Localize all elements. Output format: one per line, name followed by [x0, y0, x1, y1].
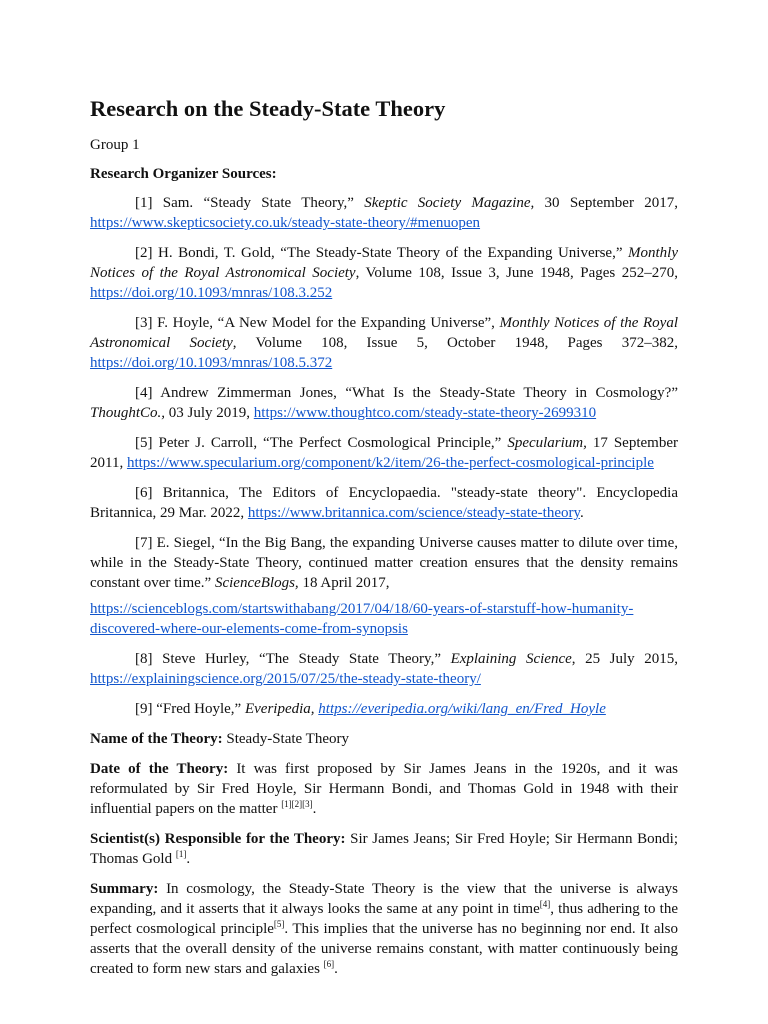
- ref-number: [8]: [135, 651, 153, 667]
- theory-scientists: [90, 829, 678, 869]
- ref-details: 30 September 2017,: [534, 195, 678, 211]
- ref-text: Andrew Zimmerman Jones, “What Is the Steady-State Theory in Cosmology?”: [152, 385, 678, 401]
- reference-1: [90, 193, 678, 233]
- theory-scientists-label: Scientist(s) Responsible for the Theory:: [90, 831, 346, 847]
- theory-date-label: Date of the Theory:: [90, 761, 229, 777]
- ref-details: 17 September 2011,: [90, 435, 678, 471]
- period: .: [186, 851, 191, 867]
- ref-journal: ThoughtCo.,: [90, 405, 166, 421]
- ref-text: Britannica, The Editors of Encyclopaedia. "steady-state theory". Encyclopedia Britannica, 29 Mar. 2022,: [90, 485, 678, 521]
- ref-text: H. Bondi, T. Gold, “The Steady-State Theory of the Expanding Universe,”: [152, 245, 628, 261]
- period: .: [312, 801, 317, 817]
- reference-8: [90, 649, 678, 689]
- ref-text: Peter J. Carroll, “The Perfect Cosmological Principle,”: [152, 435, 508, 451]
- summary-text: . This implies that the universe has no beginning nor end. It also asserts that the overall density of the universe remains constant, with matter continuously being created to form new stars and galaxies: [90, 921, 678, 977]
- theory-summary-label: Summary:: [90, 881, 159, 897]
- ref-number: [4]: [135, 385, 153, 401]
- period: .: [334, 961, 338, 977]
- reference-9: [90, 699, 678, 719]
- ref-journal: Everipedia,: [244, 701, 315, 717]
- ref-link[interactable]: https://explainingscience.org/2015/07/25/the-steady-state-theory/: [90, 671, 481, 687]
- theory-scientists-value: Sir James Jeans; Sir Fred Hoyle; Sir Hermann Bondi; Thomas Gold: [90, 831, 678, 867]
- ref-text: Sam. “Steady State Theory,”: [152, 195, 365, 211]
- ref-link[interactable]: https://www.specularium.org/component/k2/item/26-the-perfect-cosmological-principle: [126, 455, 654, 471]
- ref-journal: Explaining Science: [450, 651, 572, 667]
- citation-superscript: [1]: [175, 849, 187, 859]
- ref-link[interactable]: https://www.thoughtco.com/steady-state-theory-2699310: [253, 405, 597, 421]
- ref-number: [7]: [135, 535, 153, 551]
- theory-date: [90, 759, 678, 819]
- ref-journal: ScienceBlogs,: [214, 575, 299, 591]
- ref-journal: Monthly Notices of the Royal Astronomical Society: [90, 245, 678, 281]
- reference-6: [90, 483, 678, 523]
- reference-4: [90, 383, 678, 423]
- ref-details: 03 July 2019,: [165, 405, 254, 421]
- ref-number: [6]: [135, 485, 153, 501]
- ref-link[interactable]: https://www.skepticsociety.co.uk/steady-state-theory/#menuopen: [90, 215, 481, 231]
- ref-text: Steve Hurley, “The Steady State Theory,”: [152, 651, 451, 667]
- ref-journal: Monthly Notices of the Royal Astronomical Society: [90, 315, 678, 351]
- citation-superscript: [4]: [539, 899, 551, 909]
- ref-text: “Fred Hoyle,”: [152, 701, 245, 717]
- ref-journal: Skeptic Society Magazine,: [364, 195, 535, 211]
- theory-name-label: Name of the Theory:: [90, 731, 223, 747]
- citation-superscript: [6]: [323, 959, 335, 969]
- citation-superscript: [5]: [273, 919, 285, 929]
- ref-link[interactable]: https://www.britannica.com/science/steady-state-theory: [247, 505, 580, 521]
- ref-journal: Specularium,: [507, 435, 587, 451]
- ref-link[interactable]: https://doi.org/10.1093/mnras/108.5.372: [90, 355, 333, 371]
- theory-date-value: It was first proposed by Sir James Jeans in the 1920s, and it was reformulated by Sir Fred Hoyle, Sir Hermann Bondi, and Thomas Gold in 1948 with their influential papers on the matter: [90, 761, 678, 817]
- reference-7-link-line: [90, 599, 678, 639]
- ref-details: , 25 July 2015,: [571, 651, 678, 667]
- ref-details: 18 April 2017,: [298, 575, 390, 591]
- ref-tail: .: [580, 505, 584, 521]
- reference-7: [90, 533, 678, 593]
- ref-link-text: https://everipedia.org/wiki/lang_en/Fred_Hoyle: [318, 701, 606, 717]
- group-label: Group 1: [90, 137, 140, 153]
- ref-link[interactable]: [318, 701, 606, 717]
- document-title: Research on the Steady-State Theory: [90, 96, 446, 121]
- reference-3: [90, 313, 678, 373]
- ref-text: E. Siegel, “In the Big Bang, the expanding Universe causes matter to dilute over time, while in the Steady-State Theory, continued matter creation ensures that the density remains constant over time.”: [90, 535, 678, 591]
- ref-details: , Volume 108, Issue 5, October 1948, Pages 372–382,: [232, 335, 678, 351]
- theory-name-value: Steady-State Theory: [222, 731, 349, 747]
- ref-number: [9]: [135, 701, 153, 717]
- theory-name: [90, 729, 678, 749]
- ref-link[interactable]: https://doi.org/10.1093/mnras/108.3.252: [90, 285, 333, 301]
- ref-text: F. Hoyle, “A New Model for the Expanding Universe”,: [152, 315, 500, 331]
- theory-summary: [90, 879, 678, 979]
- ref-link[interactable]: https://scienceblogs.com/startswithabang/2017/04/18/60-years-of-starstuff-how-humanity-discovered-where-our-elements-come-from-synopsis: [90, 601, 634, 637]
- document-page: [90, 96, 678, 989]
- reference-5: [90, 433, 678, 473]
- ref-number: [3]: [135, 315, 153, 331]
- ref-details: , Volume 108, Issue 3, June 1948, Pages 252–270,: [355, 265, 678, 281]
- reference-2: [90, 243, 678, 303]
- summary-text: , thus adhering to the perfect cosmological principle: [90, 901, 678, 937]
- ref-number: [2]: [135, 245, 153, 261]
- ref-number: [1]: [135, 195, 153, 211]
- ref-number: [5]: [135, 435, 153, 451]
- sources-heading: Research Organizer Sources:: [90, 166, 277, 182]
- citation-superscript: [1][2][3]: [281, 799, 313, 809]
- summary-text: In cosmology, the Steady-State Theory is the view that the universe is always expanding, and it asserts that it always looks the same at any point in time: [90, 881, 678, 917]
